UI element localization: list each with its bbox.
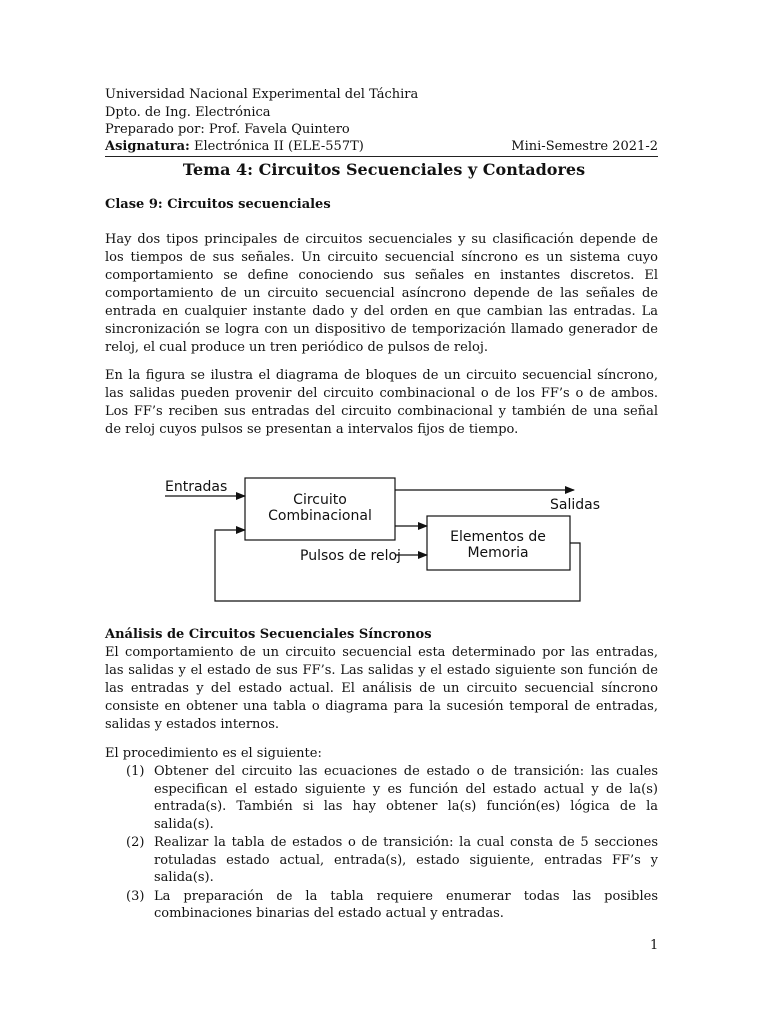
outputs-label: Salidas: [550, 497, 600, 513]
memory-label-line2: Memoria: [467, 545, 529, 561]
section-heading: Análisis de Circuitos Secuenciales Síncronos: [105, 627, 432, 642]
step-number: (1): [126, 764, 145, 779]
inputs-label: Entradas: [165, 479, 228, 495]
paragraph-figure-description: En la figura se ilustra el diagrama de bloques de un circuito secuencial síncrono, las salidas pueden provenir del circuito combinacional o de los FF’s o de ambos. Los FF’s reciben sus entradas del circuito combinacional y también de una señal de reloj cuyos pulsos se presentan a intervalos fijos de tiempo.: [105, 368, 658, 437]
comb-label-line2: Combinacional: [268, 508, 372, 524]
header-subject-line: [105, 138, 658, 157]
header-department: Dpto. de Ing. Electrónica: [105, 105, 271, 120]
paragraph-analysis: El comportamiento de un circuito secuencial esta determinado por las entradas, las salidas y el estado de sus FF’s. Las salidas y el estado siguiente son función de las entradas y del estado actual. El análisis de un circuito secuencial síncrono consiste en obtener una tabla o diagrama para la sucesión temporal de entradas, salidas y estados internos.: [105, 645, 658, 732]
block-diagram: [150, 460, 600, 610]
page-number: 1: [650, 938, 659, 953]
paragraph-intro: Hay dos tipos principales de circuitos secuenciales y su clasificación depende de los tiempos de sus señales. Un circuito secuencial síncrono es un sistema cuyo comportamiento se define conociendo sus señales en instantes discretos. El comportamiento de un circuito secuencial asíncrono depende de las señales de entrada en cualquier instante dado y del orden en que cambian las entradas. La sincronización se logra con un dispositivo de temporización llamado generador de reloj, el cual produce un tren periódico de pulsos de reloj.: [105, 232, 658, 355]
list-item: [126, 834, 658, 887]
page-title: Tema 4: Circuitos Secuenciales y Contadores: [182, 160, 586, 179]
header-subject-value: Electrónica II (ELE-557T): [193, 139, 364, 154]
class-heading: Clase 9: Circuitos secuenciales: [105, 197, 331, 212]
memory-label-line1: Elementos de: [450, 529, 546, 545]
procedure-steps: [126, 763, 658, 924]
header-university: Universidad Nacional Experimental del Táchira: [105, 87, 419, 102]
clock-label: Pulsos de reloj: [300, 548, 401, 564]
step-number: (2): [126, 835, 145, 850]
step-text: La preparación de la tabla requiere enumerar todas las posibles combinaciones binarias del estado actual y entradas.: [154, 888, 658, 921]
header-prepared-by: Preparado por: Prof. Favela Quintero: [105, 122, 350, 137]
step-number: (3): [126, 888, 145, 904]
header-subject-label: Asignatura:: [105, 139, 190, 154]
step-text: Realizar la tabla de estados o de transición: la cual consta de 5 secciones rotuladas estado actual, entrada(s), estado siguiente, entradas FF’s y salida(s).: [154, 835, 658, 885]
header-semester: Mini-Semestre 2021-2: [511, 139, 658, 154]
procedure-intro: El procedimiento es el siguiente:: [105, 746, 322, 761]
list-item: [126, 888, 658, 923]
step-text: Obtener del circuito las ecuaciones de estado o de transición: las cuales especifican el estado siguiente y es función del estado actual y de la(s) entrada(s). También si las hay obtener la(s) función(es) lógica de la salida(s).: [154, 764, 658, 832]
comb-label-line1: Circuito: [293, 492, 347, 508]
list-item: [126, 763, 658, 833]
